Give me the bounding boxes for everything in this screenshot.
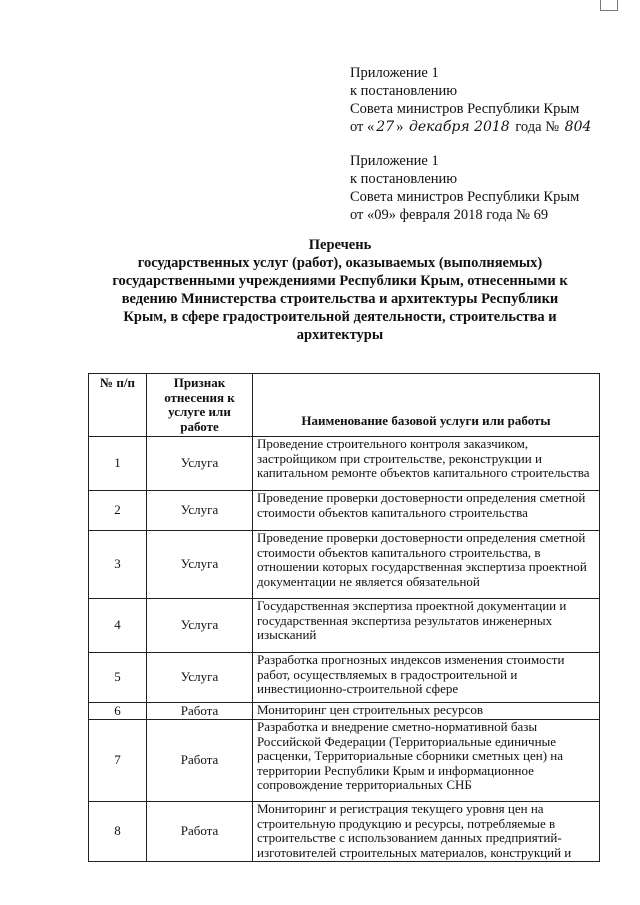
table-row [89,720,600,802]
row-type: Услуга [147,491,253,531]
row-type: Услуга [147,653,253,703]
row-num: 4 [89,599,147,653]
row-type: Работа [147,703,253,720]
handwritten-month-year: декабря 2018 [408,119,510,135]
date-sep: » [396,119,404,135]
title-line: ведению Министерства строительства и архитектуры Республики [121,291,559,307]
appendix-date-line [350,118,593,136]
row-name: Мониторинг цен строительных ресурсов [253,703,600,720]
appendix-line: Совета министров Республики Крым [350,101,580,117]
table-row [89,531,600,599]
handwritten-number: 804 [564,119,592,135]
row-name: Мониторинг и регистрация текущего уровня цен на строительную продукцию и ресурсы, потребляемые в строительстве с использованием данных предприятий-изготовителей строительных материалов, конструкций и [253,802,600,862]
table-row [89,491,600,531]
row-type: Услуга [147,437,253,491]
row-num: 1 [89,437,147,491]
services-table [88,373,600,862]
date-prefix: от « [350,119,375,135]
table-row [89,802,600,862]
appendix-current [350,64,593,136]
title-line: Крым, в сфере градостроительной деятельности, строительства и [123,309,557,325]
row-num: 6 [89,703,147,720]
appendix-line: Совета министров Республики Крым [350,189,580,205]
row-name: Проведение проверки достоверности определения сметной стоимости объектов капитального строительства, в отношении которых государственная экспертиза проектной документации не является обязательной [253,531,600,599]
row-num: 7 [89,720,147,802]
row-type: Работа [147,720,253,802]
table-row [89,653,600,703]
handwritten-day: 27 [376,119,395,135]
header-name: Наименование базовой услуги или работы [253,374,600,437]
row-name: Проведение строительного контроля заказчиком, застройщиком при строительстве, реконструкции и капитальном ремонте объектов капитального строительства [253,437,600,491]
appendix-line: Приложение 1 [350,65,439,81]
title-line: государственными учреждениями Республики Крым, отнесенными к [112,273,568,289]
appendix-line: к постановлению [350,171,458,187]
table-header-row [89,374,600,437]
title-line: архитектуры [296,327,384,343]
row-num: 3 [89,531,147,599]
table-row [89,703,600,720]
row-name: Государственная экспертиза проектной документации и государственная экспертиза результатов инженерных изысканий [253,599,600,653]
row-num: 5 [89,653,147,703]
appendix-line: от «09» февраля 2018 года № 69 [350,207,549,223]
row-name: Разработка и внедрение сметно-нормативной базы Российской Федерации (Территориальные единичные расценки, Территориальные сборники сметных цен) на территории Республики Крым и информационное сопровождение территориальных СНБ [253,720,600,802]
year-word: года № [515,119,560,135]
document-title [86,236,594,344]
appendix-previous [350,152,579,224]
row-type: Услуга [147,531,253,599]
header-num: № п/п [89,374,147,437]
row-num: 2 [89,491,147,531]
table-row [89,437,600,491]
row-type: Работа [147,802,253,862]
row-type: Услуга [147,599,253,653]
appendix-line: Приложение 1 [350,153,439,169]
table-row [89,599,600,653]
title-line: Перечень [308,237,372,253]
row-name: Разработка прогнозных индексов изменения стоимости работ, осуществляемых в градостроительной и инвестиционно-строительной сфере [253,653,600,703]
row-num: 8 [89,802,147,862]
title-line: государственных услуг (работ), оказываемых (выполняемых) [137,255,543,271]
row-name: Проведение проверки достоверности определения сметной стоимости объектов капитального строительства [253,491,600,531]
header-type: Признак отнесения к услуге или работе [147,374,253,437]
corner-mark [600,0,618,11]
appendix-line: к постановлению [350,83,458,99]
